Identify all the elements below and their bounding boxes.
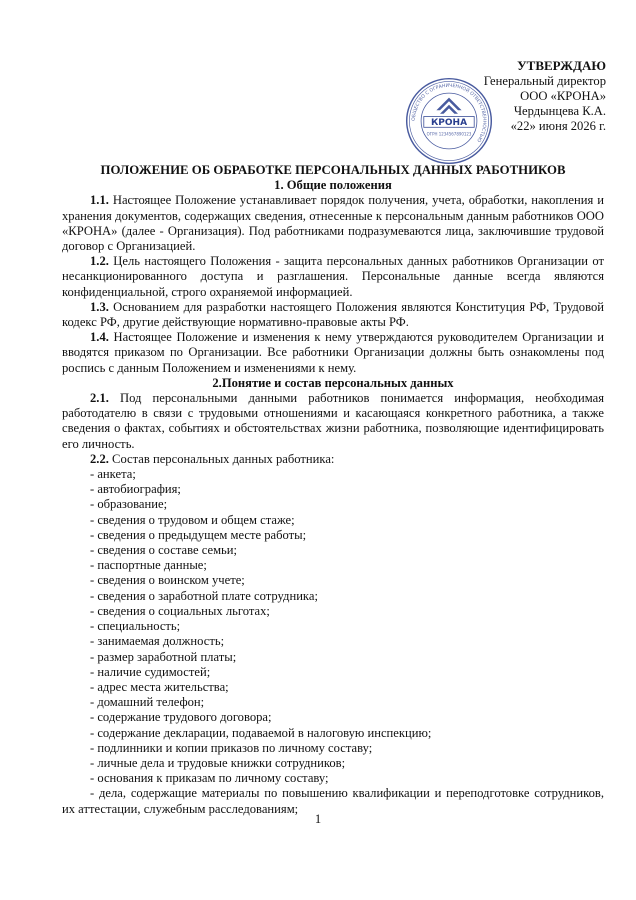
paragraph-text: Цель настоящего Положения - защита персональных данных работников Организации от несанкционированного доступа и разглашения. Персональные данные всегда являются конфиденциальной, строго охраняемой информацией. [62,254,604,299]
list-item: - размер заработной платы; [90,649,237,664]
paragraph-text: Под персональными данными работников понимается информация, необходимая работодателю в связи с трудовыми отношениями и касающаяся конкретного работника, а также сведения о фактах, событиях и обстоятельствах жизни работника, позволяющие идентифицировать его личность. [62,391,604,451]
section-2-heading: 2.Понятие и состав персональных данных [212,375,454,390]
list-item: - основания к приказам по личному составу; [90,771,329,786]
list-item: - сведения о воинском учете; [90,573,245,588]
approval-position: Генеральный директор [483,74,606,88]
paragraph-text: Состав персональных данных работника: [108,451,335,466]
paragraph-text: Основанием для разработки настоящего Положения являются Конституция РФ, Трудовой кодекс РФ, другие действующие нормативно-правовые акты РФ. [62,299,604,330]
list-item: - анкета; [90,467,136,482]
paragraph-number: 1.4. [90,330,109,345]
paragraph-number: 2.2. [90,451,109,466]
list-item: - автобиография; [90,482,181,497]
paragraph-2-2 [62,452,604,467]
document-title: ПОЛОЖЕНИЕ ОБ ОБРАБОТКЕ ПЕРСОНАЛЬНЫХ ДАННЫХ РАБОТНИКОВ [100,163,566,177]
paragraph-number: 1.1. [90,193,109,208]
list-item: - занимаемая должность; [90,634,225,649]
approval-name: Чердынцева К.А. [513,104,606,118]
list-item: - сведения о заработной плате сотрудника; [90,588,318,603]
list-item: - домашний телефон; [90,695,205,710]
list-item: - адрес места жительства; [90,679,229,694]
list-item: - сведения о предыдущем месте работы; [90,527,307,542]
list-item: - содержание декларации, подаваемой в налоговую инспекцию; [90,725,432,740]
stamp-brand: КРОНА [430,118,468,129]
paragraph-1-1 [62,193,604,254]
paragraph-text: Настоящее Положение и изменения к нему утверждаются руководителем Организации и вводятся приказом по Организации. Все работники Организации должны быть ознакомлены под роспись с данным Положением и изменениями к нему. [62,330,604,375]
paragraph-number: 2.1. [90,391,109,406]
page-number: 1 [314,812,322,826]
list-item: - сведения о трудовом и общем стаже; [90,512,295,527]
list-item: - сведения о социальных льготах; [90,603,270,618]
stamp-inner-text: ОГРН 1234567890123 [426,131,472,137]
paragraph-1-2 [62,254,604,300]
list-item: - сведения о составе семьи; [90,543,238,558]
paragraph-1-4 [62,330,604,376]
list-item: - подлинники и копии приказов по личному составу; [90,740,373,755]
list-item: - наличие судимостей; [90,664,211,679]
list-item: - паспортные данные; [90,558,207,573]
approval-company: ООО «КРОНА» [520,89,606,103]
company-stamp-icon [404,76,494,166]
section-1-heading: 1. Общие положения [274,178,392,193]
approval-heading: УТВЕРЖДАЮ [517,58,606,73]
paragraph-text: Настоящее Положение устанавливает порядок получения, учета, обработки, накопления и хранения документов, содержащих сведения, отнесенные к персональным данным работников ООО «КРОНА» (далее - Организация). Под работниками подразумеваются лица, заключившие трудовой договор с Организацией. [62,193,604,254]
paragraph-2-1 [62,391,604,452]
paragraph-number: 1.3. [90,299,109,314]
list-item: - содержание трудового договора; [90,710,272,725]
list-item: - специальность; [90,619,181,634]
list-item-last: - дела, содержащие материалы по повышению квалификации и переподготовке сотрудников, их аттестации, служебным расследованиям; [62,786,604,816]
document-body [62,163,604,817]
approval-date: «22» июня 2026 г. [510,119,606,133]
paragraph-1-3 [62,300,604,330]
personal-data-list [62,467,604,786]
paragraph-number: 1.2. [90,254,109,269]
stamp-ring-text: ОБЩЕСТВО С ОГРАНИЧЕННОЙ ОТВЕТСТВЕННОСТЬЮ [411,83,487,143]
list-item: - образование; [90,497,168,512]
list-item: - личные дела и трудовые книжки сотрудников; [90,755,346,770]
